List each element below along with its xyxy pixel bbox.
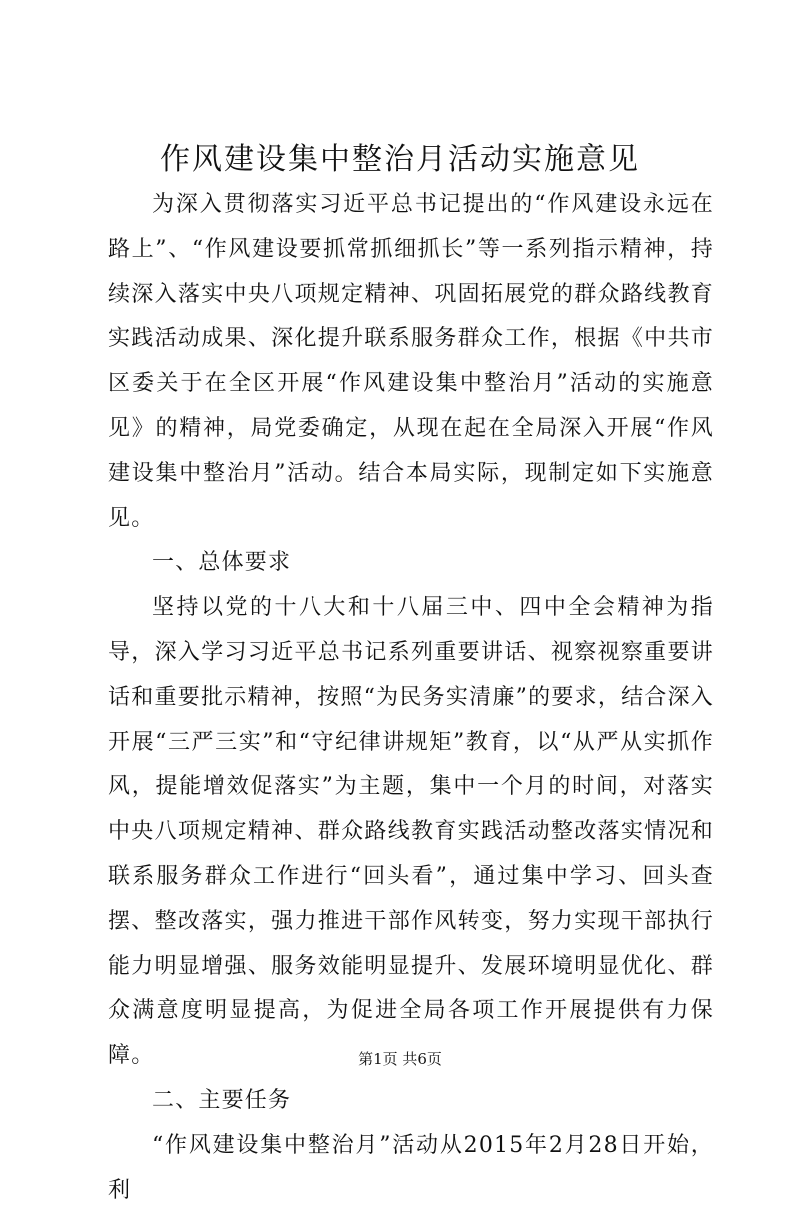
intro-paragraph: 为深入贯彻落实习近平总书记提出的“作风建设永远在路上”、“作风建设要抓常抓细抓长”等一系列指示精神，持续深入落实中央八项规定精神、巩固拓展党的群众路线教育实践活动成果、深化提升联系服务群众工作，根据《中共市区委关于在全区开展“作风建设集中整治月”活动的实施意见》的精神，局党委确定，从现在起在全局深入开展“作风建设集中整治月”活动。结合本局实际，现制定如下实施意见。 bbox=[108, 192, 714, 531]
main-tasks-paragraph: “作风建设集中整治月”活动从2015年2月28日开始，利 bbox=[108, 1132, 714, 1203]
section-heading-general-requirements: 一、总体要求 bbox=[152, 550, 292, 576]
section-heading-main-tasks: 二、主要任务 bbox=[152, 1087, 292, 1113]
page-footer: 第1页 共6页 bbox=[358, 1050, 442, 1068]
general-requirements-paragraph: 坚持以党的十八大和十八届三中、四中全会精神为指导，深入学习习近平总书记系列重要讲话、视察视察重要讲话和重要批示精神，按照“为民务实清廉”的要求，结合深入开展“三严三实”和“守纪律讲规矩”教育，以“从严从实抓作风，提能增效促落实”为主题，集中一个月的时间，对落实中央八项规定精神、群众路线教育实践活动整改落实情况和联系服务群众工作进行“回头看”，通过集中学习、回头查摆、整改落实，强力推进干部作风转变，努力实现干部执行能力明显增强、服务效能明显提升、发展环境明显优化、群众满意度明显提高，为促进全局各项工作开展提供有力保障。 bbox=[108, 595, 714, 1069]
document-title: 作风建设集中整治月活动实施意见 bbox=[160, 142, 640, 177]
